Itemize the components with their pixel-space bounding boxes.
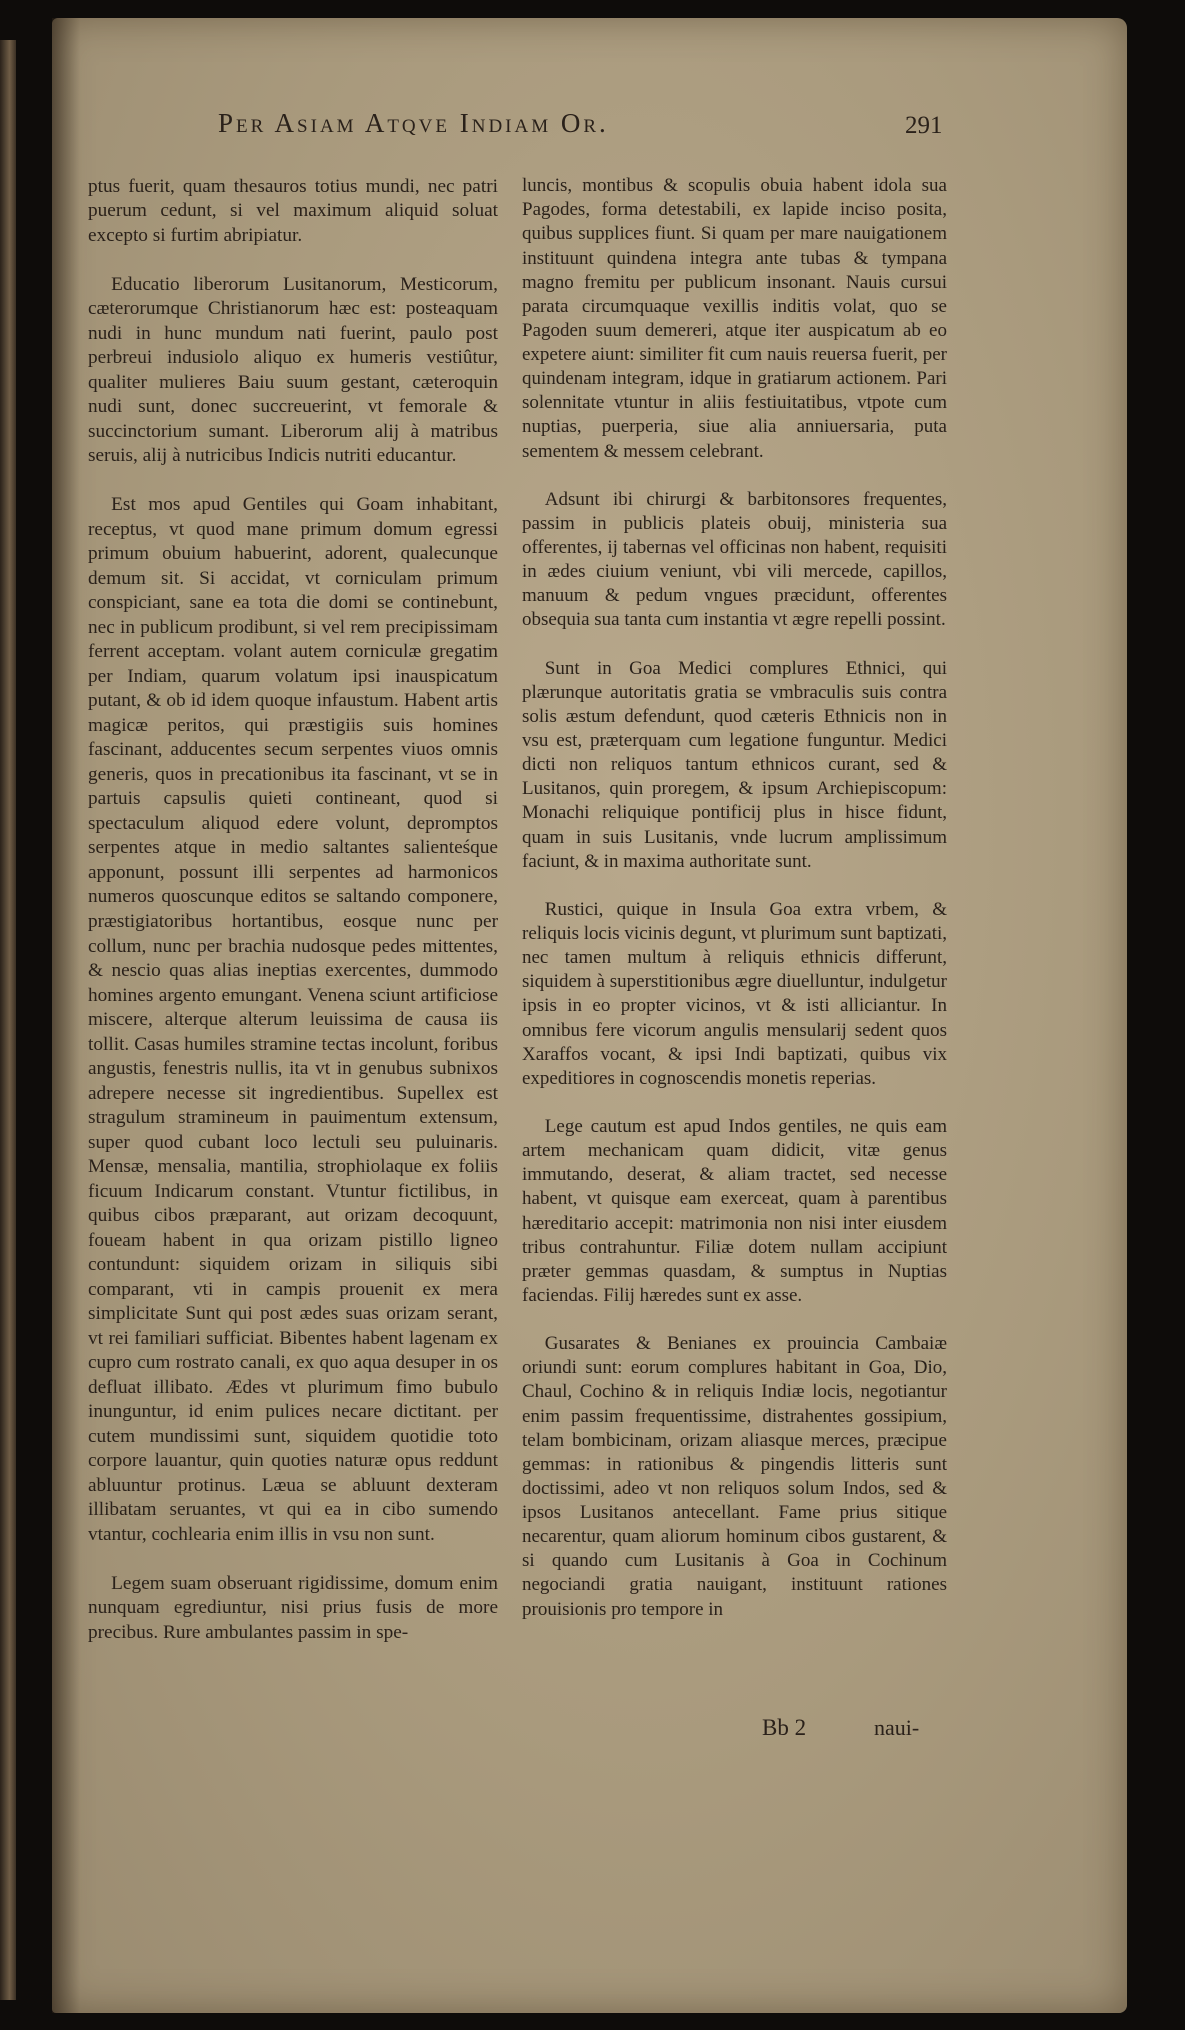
right-paragraph: Adsunt ibi chirurgi & barbitonsores frequentes, passim in publicis plateis obuij, ministeria sua offerentes, ij tabernas vel officinas non habent, requisiti in ædes ciuium veniunt, vbi vili mercede, capillos, manuum & pedum vngues præcidunt, offerentes obsequia sua tanta cum instantia vt ægre repelli possint. [522,488,947,631]
right-paragraph: Gusarates & Benianes ex prouincia Cambaiæ oriundi sunt: eorum complures habitant in Goa, Dio, Chaul, Cochino & in reliquis Indiæ locis, negotiantur enim passim frequentissime, distrahentes gossipium, telam bombicinam, orizam aliasque merces, præcipue gemmas: in rationibus & pingendis litteris sunt doctissimi, adeo vt non reliquos solum Indos, sed & ipsos Lusitanos antecellant. Fame prius sitique necarentur, quam aliorum hominum cibos gustarent, & si quando cum Lusitanis à Goa in Cochinum negociandi gratia nauigant, instituunt rationes prouisionis pro tempore in [522,1333,947,1620]
left-paragraph: Educatio liberorum Lusitanorum, Mesticorum, cæterorumque Christianorum hæc est: posteaquam nudi in hunc mundum nati fuerint, paulo post perbreui indusiolo aliquo ex humeris vestiûtur, qualiter mulieres Baiu suum gestant, cæteroquin nudi sunt, donec succreuerint, vt femorale & succinctorium sumant. Liberorum alij à matribus seruis, alij à nutricibus Indicis nutriti educantur. [88,273,498,467]
left-column [88,150,498,1670]
page-gutter-shadow [52,18,80,2013]
running-head: Per Asiam Atqve Indiam Or. [218,108,609,138]
left-paragraph: Est mos apud Gentiles qui Goam inhabitant, receptus, vt quod mane primum domum egressi primum obuium habuerint, adorent, qualecunque demum sit. Si accidat, vt corniculam primum conspiciant, sane ea tota die domi se continebunt, nec in publicum prodibunt, si vel rem precipissimam ferrent acceptam. volant autem corniculæ gregatim per Indiam, quarum volatum ipsi inauspicatum putant, & ob id idem quoque infaustum. Habent artis magicæ peritos, qui præstigiis suis homines fascinant, adducentes secum serpentes viuos omnis generis, quos in precationibus ita fascinant, vt se in partuis capsulis quieti contineant, quod si spectaculum aliquod edere volunt, depromptos serpentes atque in medio saltantes salienteśque apponunt, possunt illi serpentes ad harmonicos numeros quoscunque editos se saltando componere, præstigiatoribus hortantibus, eosque nunc per collum, nunc per brachia nudosque pedes mittentes, & nescio quas alias ineptias exercentes, dummodo homines argento emungant. Venena sciunt artificiose miscere, alterque alterum leuissima de causa iis tollit. Casas humiles stramine tectas incolunt, foribus angustis, fenestris nullis, ita vt in genubus subnixos adrepere necesse sit ingredientibus. Supellex est stragulum stramineum in pauimentum extensum, super quod cubant loco lectuli seu puluinaris. Mensæ, mensalia, mantilia, strophiolaque ex foliis ficuum Indicarum constant. Vtuntur fictilibus, in quibus cibos præparant, aut orizam decoquunt, foueam habent in qua orizam pistillo ligneo contundunt: siquidem orizam in siliquis sibi comparant, vti in campis prouenit ex mera simplicitate Sunt qui post ædes suas orizam serant, vt rei familiari sufficiat. Bibentes habent lagenam ex cupro cum rostrato canali, ex quo aqua desuper in os defluat illibato. Ædes vt plurimum fimo bubulo inunguntur, id enim pulices necare dictitant. per cutem mundissimi sunt, siquidem quotidie toto corpore lauantur, quin quoties naturæ opus reddunt abluuntur protinus. Læua se abluunt dexteram illibatam seruantes, vt qui ea in cibo sumendo vtantur, cochlearia enim illis in vsu non sunt. [88,494,498,1545]
left-paragraph: ptus fuerit, quam thesauros totius mundi, nec patri puerum cedunt, si vel maximum aliquid soluat excepto si furtim abripiatur. [88,175,498,246]
right-paragraph: Rustici, quique in Insula Goa extra vrbem, & reliquis locis vicinis degunt, vt plurimum sunt baptizati, nec tamen multum à reliquis ethnicis differunt, siquidem à superstitionibus ægre diuelluntur, indulgetur ipsis in eo propter vicinos, vt & isti alliciantur. In omnibus fere vicorum angulis mensularij sedent quos Xaraffos vocant, & ipsi Indi baptizati, quibus vix expeditiores in cognoscendis monetis reperias. [522,898,947,1089]
right-paragraph: luncis, montibus & scopulis obuia habent idola sua Pagodes, forma detestabili, ex lapide inciso posita, quibus supplices fiunt. Si quam per mare nauigationem instituunt quindena integra ante tubas & tympana magno fremitu per publicum insonant. Nauis cursui parata circumquaque vexillis inditis volat, quo se Pagoden suum demereri, atque iter auspicatum ab eo expetere aiunt: similiter fit cum nauis reuersa fuerit, per quindenam integram, idque in gratiarum actionem. Pari solennitate vtuntur in aliis festiuitatibus, vtpote cum nuptias, puerperia, siue alia anniuersaria, puta sementem & messem celebrant. [522,175,947,462]
right-paragraph: Sunt in Goa Medici complures Ethnici, qui plærunque autoritatis gratia se vmbraculis suis contra solis æstum defendunt, quod cæteris Ethnicis non in vsu est, præterquam cum legatione funguntur. Medici dicti non reliquos tantum ethnicos curant, sed & Lusitanos, quin proregem, & ipsum Archiepiscopum: Monachi reliquique pontificij plus in hisce fidunt, quam in suis Lusitanis, vnde lucrum amplissimum faciunt, & in maxima authoritate sunt. [522,657,947,872]
page-number: 291 [905,112,943,139]
previous-page-edge [0,40,16,2000]
right-column [522,150,947,1646]
right-paragraph: Lege cautum est apud Indos gentiles, ne quis eam artem mechanicam quam didicit, vitæ genus immutando, deserat, & aliam tractet, sed necesse habent, vt quisque eam exerceat, quam à parentibus hæreditario accepit: matrimonia non nisi inter eiusdem tribus contrahuntur. Filiæ dotem nullam accipiunt præter gemmas quasdam, & sumptus in Nuptias faciendas. Filij hæredes sunt ex asse. [522,1116,947,1306]
catchword: naui- [874,1715,920,1740]
signature-mark: Bb 2 [762,1715,807,1740]
left-paragraph: Legem suam obseruant rigidissime, domum enim nunquam egrediuntur, nisi prius fusis de more precibus. Rure ambulantes passim in spe- [88,1572,498,1643]
